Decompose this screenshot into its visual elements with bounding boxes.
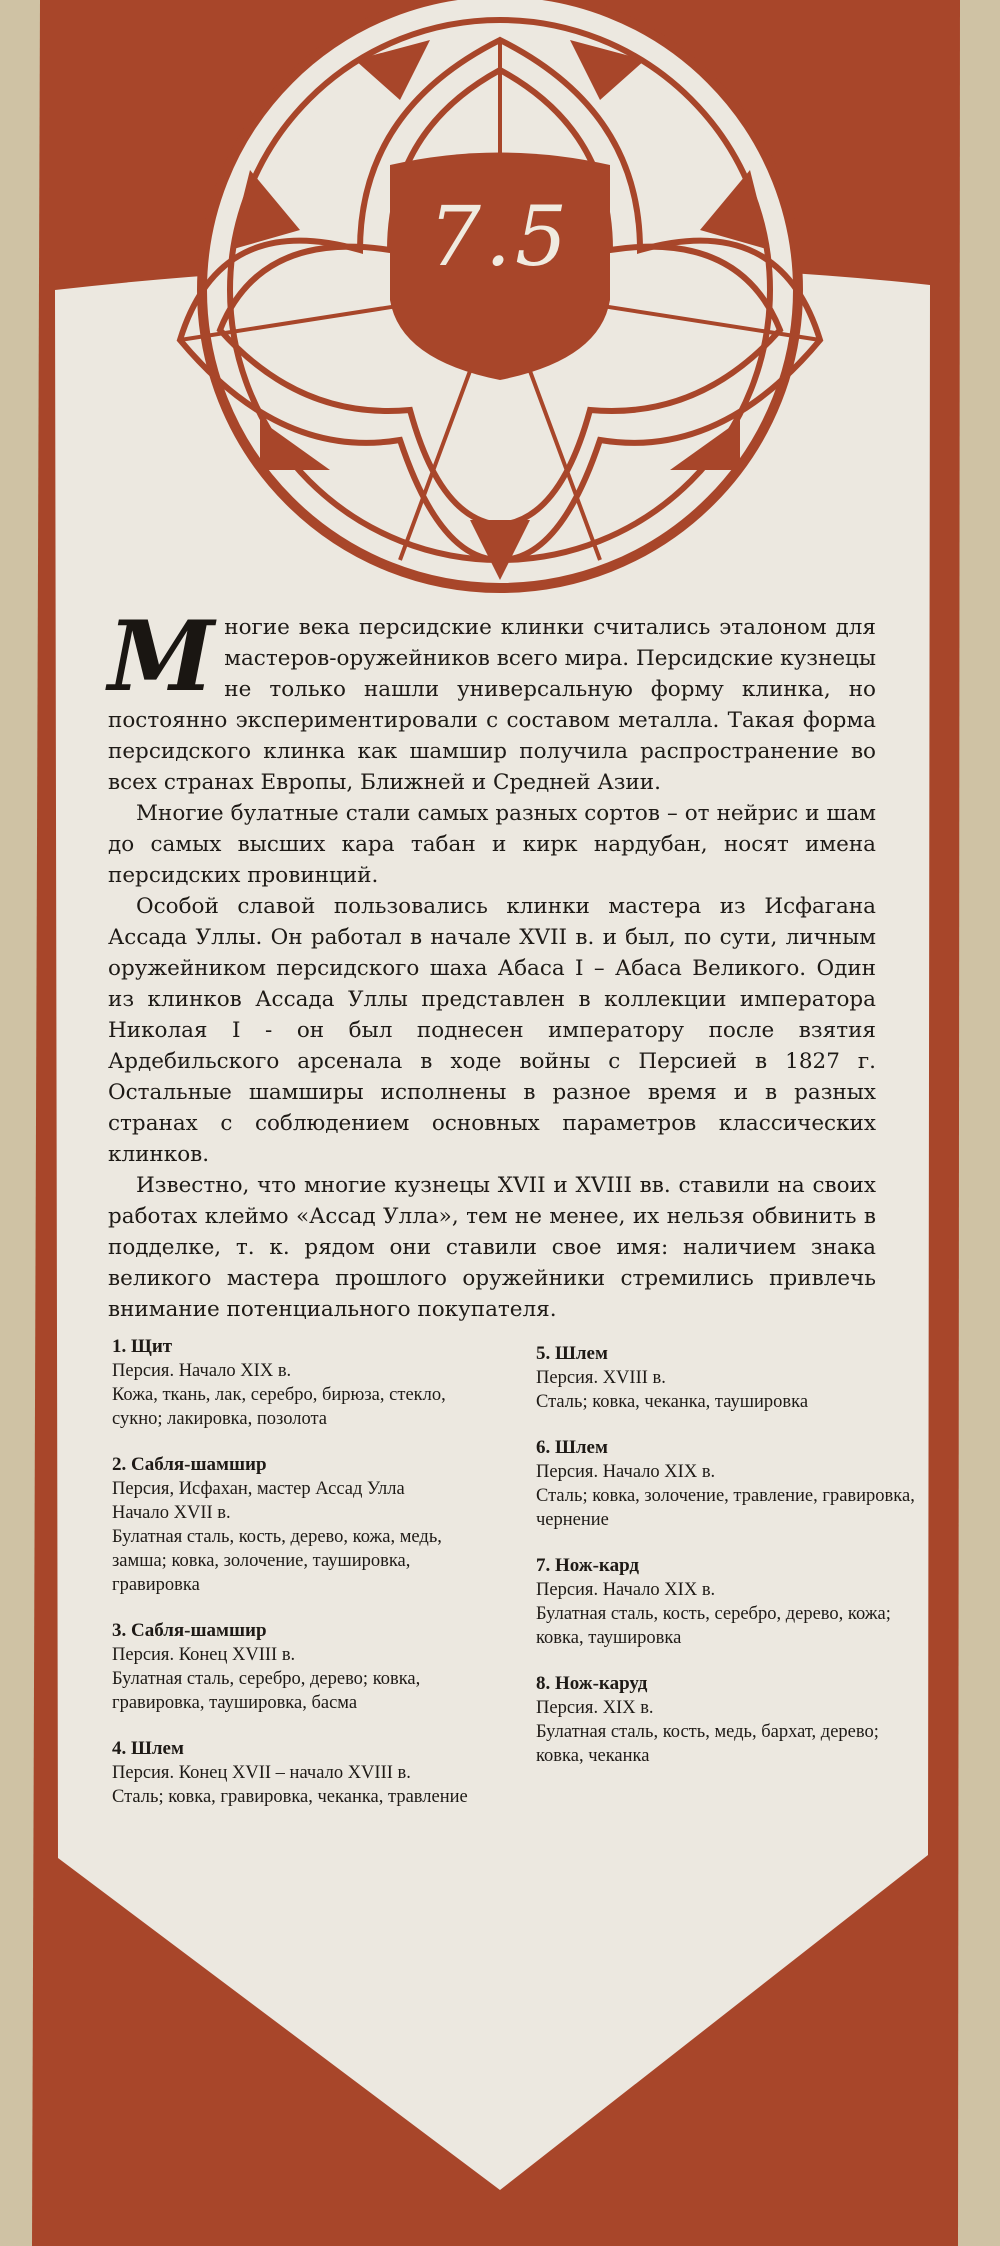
item-name: 5. Шлем [536,1343,608,1364]
badge-number: 7.5 [428,190,572,285]
item-name: 8. Нож-каруд [536,1673,648,1694]
item-description: Персия. XVIII в. Сталь; ковка, чеканка, таушировка [536,1368,809,1412]
exhibit-item [536,1554,926,1650]
intro-paragraph: ногие века персидские клинки считались эталоном для мастеров-оружейников всего мира. Персидские кузнецы не только нашли универсальную форму клинка, но постоянно экспериментировали с составом металла. Такая форма персидского клинка как шамшир получила распространение во всех странах Европы, Ближней и Средней Азии. [108,615,876,795]
exhibit-item [112,1737,492,1809]
exhibit-item [536,1342,926,1414]
item-name: 1. Щит [112,1336,173,1357]
item-description: Персия. XIX в. Булатная сталь, кость, медь, бархат, дерево; ковка, чеканка [536,1698,879,1766]
item-name: 4. Шлем [112,1738,184,1759]
item-description: Персия, Исфахан, мастер Ассад Улла Начало XVII в. Булатная сталь, кость, дерево, кожа, медь, замша; ковка, золочение, таушировка, гравировка [112,1479,442,1595]
intro-paragraph: Особой славой пользовались клинки мастера из Исфагана Ассада Уллы. Он работал в начале XVII в. и был, по сути, личным оружейником персидского шаха Абаса I – Абаса Великого. Один из клинков Ассада Уллы представлен в коллекции императора Николая I - он был поднесен императору после взятия Ардебильского арсенала в ходе войны с Персией в 1827 г. Остальные шамширы исполнены в разное время и в разных странах с соблюдением основных параметров классических клинков. [108,894,876,1167]
intro-paragraph: Многие булатные стали самых разных сортов – от нейрис и шам до самых высших кара табан и кирк нардубан, носят имена персидских провинций. [108,801,876,888]
exhibit-item [112,1335,492,1431]
item-name: 2. Сабля-шамшир [112,1454,267,1475]
items-right-column [536,1342,926,1790]
item-description: Персия. Начало XIX в. Кожа, ткань, лак, серебро, бирюза, стекло, сукно; лакировка, позолота [112,1361,446,1429]
items-left-column [112,1335,492,1831]
exhibit-item [112,1619,492,1715]
item-description: Персия. Конец XVIII в. Булатная сталь, серебро, дерево; ковка, гравировка, таушировка, басма [112,1645,421,1713]
exhibit-item [112,1453,492,1597]
intro-text [108,600,876,1325]
item-description: Персия. Начало XIX в. Сталь; ковка, золочение, травление, гравировка, чернение [536,1462,915,1530]
item-name: 3. Сабля-шамшир [112,1620,267,1641]
exhibit-item [536,1672,926,1768]
item-description: Персия. Конец XVII – начало XVIII в. Сталь; ковка, гравировка, чеканка, травление [112,1763,468,1807]
item-name: 7. Нож-кард [536,1555,639,1576]
exhibit-item [536,1436,926,1532]
item-description: Персия. Начало XIX в. Булатная сталь, кость, серебро, дерево, кожа; ковка, таушировка [536,1580,891,1648]
item-name: 6. Шлем [536,1437,608,1458]
intro-paragraph: Известно, что многие кузнецы XVII и XVIII вв. ставили на своих работах клеймо «Ассад Улла», тем не менее, их нельзя обвинить в подделке, т. к. рядом они ставили свое имя: наличием знака великого мастера прошлого оружейники стремились привлечь внимание потенциального покупателя. [108,1173,876,1322]
drop-cap: М [108,600,215,713]
